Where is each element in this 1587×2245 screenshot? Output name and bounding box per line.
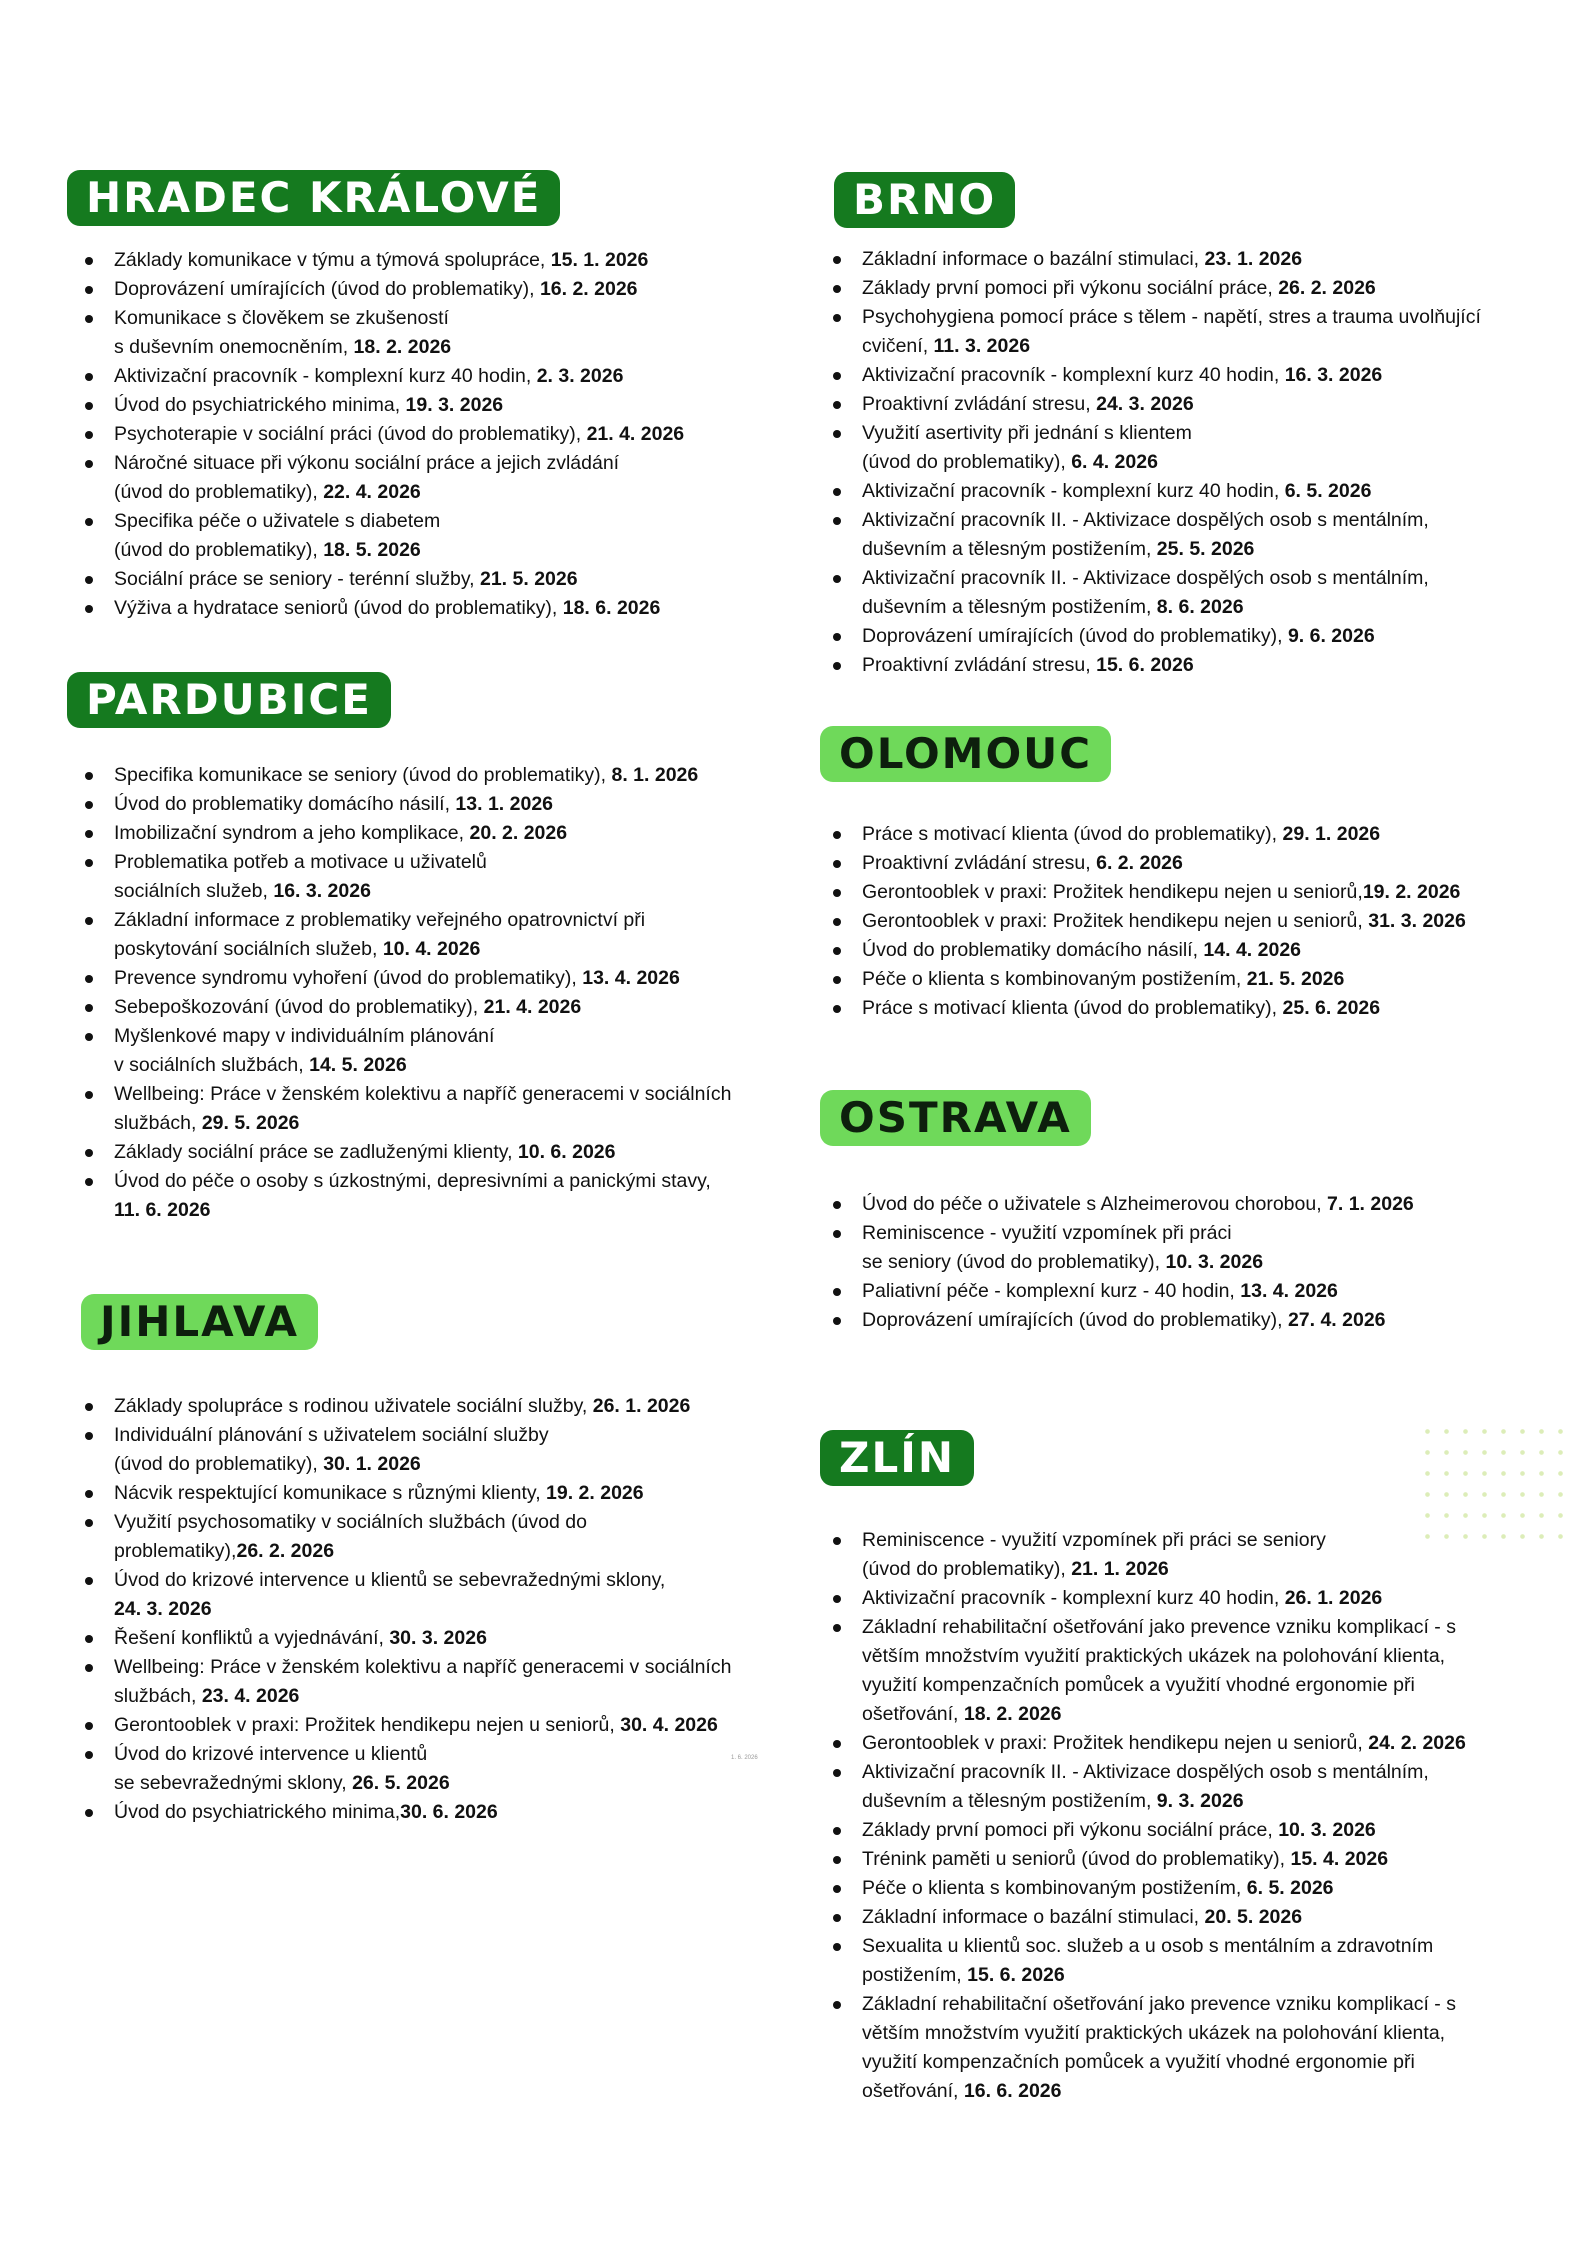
course-date: 19. 2. 2026	[546, 1482, 644, 1504]
course-item	[82, 1711, 731, 1740]
course-item	[830, 622, 1481, 651]
course-item	[830, 1903, 1466, 1932]
city-heading: BRNO	[834, 172, 1015, 228]
section-hradec-kralove	[67, 170, 684, 623]
course-date: 22. 4. 2026	[323, 481, 421, 503]
course-item	[82, 964, 731, 993]
course-item	[82, 819, 731, 848]
course-item	[830, 651, 1481, 680]
course-title-line: Základní informace o bazální stimulaci,	[862, 248, 1205, 270]
course-title-line: Využití psychosomatiky v sociálních službách (úvod do	[114, 1511, 587, 1533]
course-title-line: Proaktivní zvládání stresu,	[862, 393, 1097, 415]
course-title-line: Reminiscence - využití vzpomínek při práci se seniory	[862, 1529, 1326, 1551]
course-title-line: Řešení konfliktů a vyjednávání,	[114, 1627, 390, 1649]
city-heading: OLOMOUC	[820, 726, 1111, 782]
course-item	[82, 275, 684, 304]
course-title-line: Doprovázení umírajících (úvod do problematiky),	[114, 278, 540, 300]
course-item	[830, 878, 1466, 907]
course-date: 26. 2. 2026	[1278, 277, 1376, 299]
course-title-line: Reminiscence - využití vzpomínek při práci	[862, 1222, 1232, 1244]
course-title-line: postižením,	[862, 1964, 968, 1986]
course-date: 13. 1. 2026	[455, 793, 554, 815]
course-date: 10. 4. 2026	[382, 938, 481, 960]
course-item	[82, 1740, 731, 1798]
course-title-line: Úvod do psychiatrického minima,	[114, 394, 406, 416]
course-item	[82, 1167, 731, 1225]
course-title-line: využití kompenzačních pomůcek a využití vhodné ergonomie při	[862, 1674, 1415, 1696]
course-title-line: Základní informace o bazální stimulaci,	[862, 1906, 1205, 1928]
course-title-line: větším množstvím využití praktických ukázek na polohování klienta,	[862, 2022, 1446, 2044]
course-title-line: Aktivizační pracovník II. - Aktivizace dospělých osob s mentálním,	[862, 567, 1429, 589]
course-item	[830, 477, 1481, 506]
course-item	[830, 274, 1481, 303]
course-item	[82, 993, 731, 1022]
course-item	[830, 1932, 1466, 1990]
course-title-line: ošetřování,	[862, 2080, 964, 2102]
course-title-line: Individuální plánování s uživatelem sociální služby	[114, 1424, 549, 1446]
course-title-line: Problematika potřeb a motivace u uživatelů	[114, 851, 487, 873]
course-date: 6. 2. 2026	[1096, 852, 1183, 874]
course-title-line: Úvod do problematiky domácího násilí,	[862, 939, 1204, 961]
course-item	[82, 1566, 731, 1624]
course-date: 9. 3. 2026	[1156, 1790, 1244, 1812]
course-title-line: (úvod do problematiky),	[862, 1558, 1072, 1580]
course-title-line: Sexualita u klientů soc. služeb a u osob s mentálním a zdravotním	[862, 1935, 1434, 1957]
course-title-line: Aktivizační pracovník II. - Aktivizace dospělých osob s mentálním,	[862, 509, 1429, 531]
course-title-line: duševním a tělesným postižením,	[862, 538, 1157, 560]
course-date: 18. 5. 2026	[323, 539, 421, 561]
course-item	[830, 1758, 1466, 1816]
course-date: 26. 2. 2026	[236, 1540, 335, 1562]
course-item	[830, 419, 1481, 477]
course-title-line: Proaktivní zvládání stresu,	[862, 852, 1097, 874]
course-date: 29. 1. 2026	[1282, 823, 1381, 845]
course-date: 23. 4. 2026	[201, 1685, 300, 1707]
course-date: 14. 5. 2026	[309, 1054, 407, 1076]
course-title-line: se seniory (úvod do problematiky),	[862, 1251, 1166, 1273]
course-date: 24. 2. 2026	[1368, 1732, 1466, 1754]
course-title-line: službách,	[114, 1685, 202, 1707]
course-title-line: Psychohygiena pomocí práce s tělem - napětí, stres a trauma uvolňující	[862, 306, 1481, 328]
course-item	[830, 361, 1481, 390]
course-list	[82, 761, 731, 1225]
course-item	[82, 1798, 731, 1827]
course-item	[830, 965, 1466, 994]
course-item	[830, 936, 1466, 965]
course-date: 6. 5. 2026	[1246, 1877, 1334, 1899]
course-date: 31. 3. 2026	[1368, 910, 1466, 932]
course-title-line: Aktivizační pracovník II. - Aktivizace dospělých osob s mentálním,	[862, 1761, 1429, 1783]
course-date: 27. 4. 2026	[1287, 1309, 1386, 1331]
course-date: 20. 2. 2026	[469, 822, 568, 844]
course-item	[830, 1816, 1466, 1845]
section-jihlava	[81, 1294, 731, 1827]
course-date: 25. 5. 2026	[1156, 538, 1255, 560]
course-title-line: Paliativní péče - komplexní kurz - 40 hodin,	[862, 1280, 1241, 1302]
section-zlin	[820, 1430, 1466, 2106]
course-date: 23. 1. 2026	[1204, 248, 1303, 270]
course-title-line: Aktivizační pracovník - komplexní kurz 40 hodin,	[862, 364, 1285, 386]
course-title-line: Doprovázení umírajících (úvod do problematiky),	[862, 625, 1288, 647]
course-date: 11. 6. 2026	[114, 1199, 211, 1221]
course-title-line: Péče o klienta s kombinovaným postižením,	[862, 1877, 1247, 1899]
course-title-line: Aktivizační pracovník - komplexní kurz 40 hodin,	[862, 480, 1285, 502]
city-heading: HRADEC KRÁLOVÉ	[67, 170, 560, 226]
course-item	[830, 1190, 1414, 1219]
course-item	[82, 391, 684, 420]
course-title-line: Aktivizační pracovník - komplexní kurz 40 hodin,	[862, 1587, 1285, 1609]
course-date: 10. 3. 2026	[1278, 1819, 1376, 1841]
course-date: 15. 4. 2026	[1290, 1848, 1389, 1870]
course-item	[830, 1306, 1414, 1335]
course-title-line: v sociálních službách,	[114, 1054, 310, 1076]
course-date: 9. 6. 2026	[1287, 625, 1375, 647]
course-item	[82, 420, 684, 449]
course-date: 30. 3. 2026	[389, 1627, 487, 1649]
course-title-line: Výživa a hydratace seniorů (úvod do problematiky),	[114, 597, 563, 619]
course-date: 13. 4. 2026	[582, 967, 680, 989]
course-title-line: Úvod do péče o uživatele s Alzheimerovou chorobou,	[862, 1193, 1328, 1215]
course-title-line: Specifika péče o uživatele s diabetem	[114, 510, 441, 532]
course-title-line: duševním a tělesným postižením,	[862, 596, 1157, 618]
course-date: 2. 3. 2026	[536, 365, 624, 387]
course-item	[82, 1479, 731, 1508]
course-item	[82, 848, 731, 906]
course-item	[82, 1080, 731, 1138]
course-title-line: využití kompenzačních pomůcek a využití vhodné ergonomie při	[862, 2051, 1415, 2073]
course-date: 10. 6. 2026	[517, 1141, 616, 1163]
course-title-line: (úvod do problematiky),	[114, 481, 324, 503]
course-item	[830, 820, 1466, 849]
course-item	[82, 565, 684, 594]
course-item	[830, 1219, 1414, 1277]
course-item	[830, 849, 1466, 878]
course-date: 14. 4. 2026	[1203, 939, 1302, 961]
course-date: 16. 3. 2026	[1284, 364, 1383, 386]
course-date: 18. 6. 2026	[562, 597, 661, 619]
section-olomouc	[820, 726, 1466, 1023]
course-title-line: Trénink paměti u seniorů (úvod do problematiky),	[862, 1848, 1291, 1870]
course-title-line: sociálních služeb,	[114, 880, 274, 902]
course-item	[82, 1138, 731, 1167]
course-date: 26. 1. 2026	[1284, 1587, 1383, 1609]
course-item	[830, 1584, 1466, 1613]
course-list	[830, 1190, 1414, 1335]
course-date: 18. 2. 2026	[353, 336, 452, 358]
course-date: 16. 3. 2026	[273, 880, 371, 902]
course-title-line: Specifika komunikace se seniory (úvod do problematiky),	[114, 764, 612, 786]
course-title-line: Aktivizační pracovník - komplexní kurz 40 hodin,	[114, 365, 537, 387]
section-ostrava	[820, 1090, 1414, 1335]
course-date: 25. 6. 2026	[1282, 997, 1381, 1019]
course-date: 13. 4. 2026	[1240, 1280, 1338, 1302]
course-title-line: cvičení,	[862, 335, 934, 357]
course-title-line: Prevence syndromu vyhoření (úvod do problematiky),	[114, 967, 583, 989]
course-date: 15. 6. 2026	[1096, 654, 1194, 676]
course-title-line: se sebevražednými sklony,	[114, 1772, 353, 1794]
course-date: 21. 4. 2026	[483, 996, 582, 1018]
course-date: 24. 3. 2026	[114, 1598, 212, 1620]
course-list	[82, 1392, 731, 1827]
course-title-line: duševním a tělesným postižením,	[862, 1790, 1157, 1812]
course-title-line: Doprovázení umírajících (úvod do problematiky),	[862, 1309, 1288, 1331]
course-item	[82, 507, 684, 565]
stray-note: 1. 6. 2026	[731, 1755, 758, 1761]
course-title-line: Gerontooblek v praxi: Prožitek hendikepu nejen u seniorů,	[862, 881, 1363, 903]
course-date: 15. 1. 2026	[550, 249, 649, 271]
course-item	[830, 245, 1481, 274]
course-title-line: Práce s motivací klienta (úvod do problematiky),	[862, 823, 1283, 845]
course-title-line: Komunikace s člověkem se zkušeností	[114, 307, 449, 329]
course-list	[830, 245, 1481, 680]
course-title-line: Nácvik respektující komunikace s různými klienty,	[114, 1482, 547, 1504]
course-item	[830, 564, 1481, 622]
course-list	[830, 1526, 1466, 2106]
course-title-line: (úvod do problematiky),	[862, 451, 1072, 473]
course-item	[830, 1729, 1466, 1758]
course-title-line: Myšlenkové mapy v individuálním plánování	[114, 1025, 495, 1047]
course-date: 19. 3. 2026	[405, 394, 504, 416]
course-title-line: službách,	[114, 1112, 202, 1134]
course-title-line: (úvod do problematiky),	[114, 1453, 324, 1475]
course-date: 21. 5. 2026	[1246, 968, 1345, 990]
course-item	[82, 1392, 731, 1421]
course-title-line: Psychoterapie v sociální práci (úvod do problematiky),	[114, 423, 587, 445]
course-date: 26. 1. 2026	[592, 1395, 691, 1417]
course-date: 30. 1. 2026	[323, 1453, 421, 1475]
course-item	[82, 304, 684, 362]
course-item	[82, 246, 684, 275]
course-title-line: Základní rehabilitační ošetřování jako prevence vzniku komplikací - s	[862, 1616, 1456, 1638]
course-item	[82, 449, 684, 507]
course-title-line: Základy první pomoci při výkonu sociální práce,	[862, 277, 1279, 299]
course-title-line: Úvod do psychiatrického minima,	[114, 1801, 401, 1823]
course-item	[830, 907, 1466, 936]
course-item	[830, 1845, 1466, 1874]
course-item	[830, 1526, 1466, 1584]
course-date: 20. 5. 2026	[1204, 1906, 1303, 1928]
course-item	[830, 390, 1481, 419]
city-heading: ZLÍN	[820, 1430, 974, 1486]
course-date: 18. 2. 2026	[963, 1703, 1062, 1725]
course-item	[82, 594, 684, 623]
course-title-line: Gerontooblek v praxi: Prožitek hendikepu nejen u seniorů,	[862, 910, 1369, 932]
course-title-line: Sebepoškozování (úvod do problematiky),	[114, 996, 484, 1018]
course-item	[830, 994, 1466, 1023]
city-heading: JIHLAVA	[81, 1294, 318, 1350]
course-title-line: Gerontooblek v praxi: Prožitek hendikepu nejen u seniorů,	[862, 1732, 1369, 1754]
course-date: 15. 6. 2026	[967, 1964, 1065, 1986]
course-title-line: Úvod do krizové intervence u klientů	[114, 1743, 428, 1765]
course-title-line: Proaktivní zvládání stresu,	[862, 654, 1097, 676]
course-title-line: (úvod do problematiky),	[114, 539, 324, 561]
course-item	[830, 1874, 1466, 1903]
course-title-line: Úvod do problematiky domácího násilí,	[114, 793, 456, 815]
course-date: 11. 3. 2026	[933, 335, 1031, 357]
course-title-line: Wellbeing: Práce v ženském kolektivu a napříč generacemi v sociálních	[114, 1083, 732, 1105]
course-date: 21. 1. 2026	[1071, 1558, 1169, 1580]
course-item	[830, 506, 1481, 564]
course-item	[830, 1613, 1466, 1729]
course-title-line: Základy první pomoci při výkonu sociální práce,	[862, 1819, 1279, 1841]
course-date: 8. 1. 2026	[611, 764, 699, 786]
course-title-line: s duševním onemocněním,	[114, 336, 354, 358]
course-title-line: Využití asertivity při jednání s klientem	[862, 422, 1192, 444]
course-date: 16. 6. 2026	[963, 2080, 1062, 2102]
course-date: 19. 2. 2026	[1362, 881, 1461, 903]
course-title-line: poskytování sociálních služeb,	[114, 938, 383, 960]
course-title-line: ošetřování,	[862, 1703, 964, 1725]
course-title-line: Imobilizační syndrom a jeho komplikace,	[114, 822, 470, 844]
course-title-line: Úvod do péče o osoby s úzkostnými, depresivními a panickými stavy,	[114, 1170, 711, 1192]
course-item	[82, 1653, 731, 1711]
course-date: 30. 4. 2026	[620, 1714, 718, 1736]
course-date: 24. 3. 2026	[1096, 393, 1194, 415]
course-title-line: Gerontooblek v praxi: Prožitek hendikepu nejen u seniorů,	[114, 1714, 621, 1736]
section-brno	[834, 172, 1481, 680]
course-list	[830, 820, 1466, 1023]
course-title-line: problematiky),	[114, 1540, 237, 1562]
course-date: 16. 2. 2026	[539, 278, 638, 300]
course-title-line: Základy spolupráce s rodinou uživatele sociální služby,	[114, 1395, 593, 1417]
course-title-line: Sociální práce se seniory - terénní služby,	[114, 568, 480, 590]
course-item	[830, 303, 1481, 361]
section-pardubice	[67, 672, 731, 1225]
course-title-line: Základy komunikace v týmu a týmová spolupráce,	[114, 249, 551, 271]
course-title-line: větším množstvím využití praktických ukázek na polohování klienta,	[862, 1645, 1446, 1667]
course-date: 7. 1. 2026	[1327, 1193, 1414, 1215]
course-title-line: Základy sociální práce se zadluženými klienty,	[114, 1141, 518, 1163]
course-title-line: Základní informace z problematiky veřejného opatrovnictví při	[114, 909, 646, 931]
course-title-line: Úvod do krizové intervence u klientů se sebevražednými sklony,	[114, 1569, 666, 1591]
course-date: 8. 6. 2026	[1156, 596, 1244, 618]
course-title-line: Práce s motivací klienta (úvod do problematiky),	[862, 997, 1283, 1019]
course-title-line: Základní rehabilitační ošetřování jako prevence vzniku komplikací - s	[862, 1993, 1456, 2015]
course-item	[82, 790, 731, 819]
city-heading: OSTRAVA	[820, 1090, 1091, 1146]
course-date: 21. 5. 2026	[479, 568, 578, 590]
course-item	[82, 761, 731, 790]
course-date: 26. 5. 2026	[352, 1772, 450, 1794]
course-title-line: Wellbeing: Práce v ženském kolektivu a napříč generacemi v sociálních	[114, 1656, 732, 1678]
course-title-line: Péče o klienta s kombinovaným postižením,	[862, 968, 1247, 990]
course-date: 21. 4. 2026	[586, 423, 685, 445]
course-title-line: Náročné situace při výkonu sociální práce a jejich zvládání	[114, 452, 620, 474]
decorative-dot-grid	[1418, 1421, 1568, 1551]
course-item	[82, 1624, 731, 1653]
course-item	[82, 906, 731, 964]
course-date: 6. 4. 2026	[1071, 451, 1158, 473]
course-item	[82, 362, 684, 391]
course-list	[82, 246, 684, 623]
course-item	[830, 1277, 1414, 1306]
course-date: 30. 6. 2026	[400, 1801, 498, 1823]
course-item	[82, 1508, 731, 1566]
course-item	[82, 1421, 731, 1479]
course-date: 29. 5. 2026	[201, 1112, 300, 1134]
course-date: 10. 3. 2026	[1165, 1251, 1264, 1273]
city-heading: PARDUBICE	[67, 672, 391, 728]
course-date: 6. 5. 2026	[1284, 480, 1372, 502]
course-item	[82, 1022, 731, 1080]
course-item	[830, 1990, 1466, 2106]
